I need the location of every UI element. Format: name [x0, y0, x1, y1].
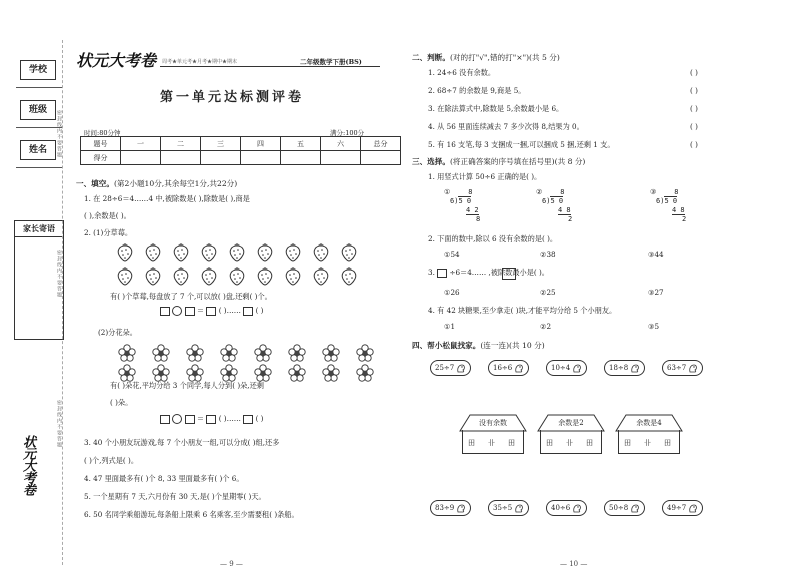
squirrel-icon — [512, 504, 524, 512]
q3-line-b: ( )个,列式是( )。 — [84, 456, 139, 465]
squirrel-expression[interactable] — [430, 360, 471, 376]
seal-text-3: 密封线内不要答题 — [56, 400, 62, 448]
score-cell: 总分 — [361, 137, 401, 151]
answer-box[interactable] — [206, 307, 216, 316]
window-icon: 田 — [546, 439, 553, 447]
section-4-note: (连一连)(共 10 分) — [480, 341, 545, 350]
remainder-box[interactable] — [502, 268, 516, 280]
choice-2-option[interactable]: ③44 — [648, 250, 664, 259]
squirrel-icon — [570, 364, 582, 372]
seal-text-1: 密封线内不要答题 — [56, 110, 62, 158]
flower-icon — [356, 364, 374, 382]
strawberry-icon — [116, 266, 134, 286]
flower-icon — [152, 344, 170, 362]
flower-icon — [186, 344, 204, 362]
strawberry-icon — [256, 242, 274, 262]
answer-box[interactable] — [206, 415, 216, 424]
choice-3-option[interactable]: ②25 — [540, 288, 556, 297]
strawberry-icon — [340, 242, 358, 262]
squirrel-expression[interactable] — [546, 360, 587, 376]
division-option-2[interactable]: ② 8 6)5 0 4 8 2 — [536, 188, 573, 223]
squirrel-expression[interactable] — [604, 500, 645, 516]
strawberry-icon — [228, 266, 246, 286]
score-cell: 六 — [321, 137, 361, 151]
squirrel-icon — [628, 504, 640, 512]
squirrel-expression[interactable] — [662, 500, 703, 516]
door-icon: 卝 — [566, 439, 573, 447]
strawberry-icon — [172, 242, 190, 262]
q2-text-a: 有( )个草莓,每盘放了 7 个,可以放( )盘,还剩( )个。 — [110, 292, 272, 301]
squirrel-icon — [686, 364, 698, 372]
door-icon: 卝 — [488, 439, 495, 447]
q2-text-c: ( )朵。 — [110, 398, 133, 407]
q2-text-b: 有( )朵花,平均分给 3 个同学,每人分到( )朵,还剩 — [110, 381, 264, 390]
flower-icon — [356, 344, 374, 362]
choice-3: 3. ÷6＝4…… ,被除数最小是( )。 — [428, 268, 549, 277]
flower-icon — [288, 364, 306, 382]
q1-line-b: ( ),余数是( )。 — [84, 211, 131, 220]
choice-4-option[interactable]: ②2 — [540, 322, 552, 331]
house-label: 余数是4 — [636, 419, 662, 427]
score-input-cell[interactable] — [361, 151, 401, 165]
page-number-right: — 10 — — [560, 560, 588, 568]
score-cell: 得分 — [81, 151, 121, 165]
exam-title: 第一单元达标测评卷 — [159, 90, 304, 105]
section-1-heading — [76, 178, 237, 189]
answer-box[interactable] — [185, 415, 195, 424]
squirrel-expression-text: 25÷7 — [435, 364, 455, 372]
squirrel-expression-text: 35÷5 — [493, 504, 513, 512]
choice-1: 1. 用竖式计算 50÷6 正确的是( )。 — [428, 172, 542, 181]
judge-blank[interactable]: ( ) — [690, 140, 698, 149]
score-input-cell[interactable] — [281, 151, 321, 165]
choice-4: 4. 有 42 块糖果,至少拿走( )块,才能平均分给 5 个小朋友。 — [428, 306, 617, 315]
section-3-heading — [412, 156, 585, 167]
strawberry-icon — [144, 242, 162, 262]
judge-1: 1. 24÷6 没有余数。 — [428, 68, 496, 77]
squirrel-expression[interactable] — [662, 360, 703, 376]
name-label: 姓名 — [20, 140, 56, 160]
choice-3-option[interactable]: ①26 — [444, 288, 460, 297]
score-cell: 题号 — [81, 137, 121, 151]
squirrel-expression-text: 49÷7 — [667, 504, 687, 512]
score-cell: 一 — [121, 137, 161, 151]
squirrel-expression[interactable] — [488, 360, 529, 376]
squirrel-expression[interactable] — [546, 500, 587, 516]
header-tags: 周考★单元考★月考★期中★期末 — [162, 59, 238, 65]
score-input-cell[interactable] — [121, 151, 161, 165]
flower-icon — [220, 344, 238, 362]
strawberry-icon — [228, 242, 246, 262]
squirrel-expression-text: 83÷9 — [435, 504, 455, 512]
strawberry-icon — [116, 242, 134, 262]
squirrel-expression-text: 40÷6 — [551, 504, 571, 512]
strawberry-icon — [312, 266, 330, 286]
squirrel-icon — [686, 504, 698, 512]
squirrel-expression[interactable] — [430, 500, 471, 516]
page-number-left: — 9 — — [220, 560, 243, 568]
header-subject: 二年级数学下册(BS) — [300, 58, 362, 66]
answer-circle[interactable] — [172, 414, 182, 424]
flower-icon — [254, 344, 272, 362]
judge-blank[interactable]: ( ) — [690, 68, 698, 77]
choice-3-text: ÷6＝4…… ,被除数最小是( )。 — [449, 268, 549, 277]
judge-3: 3. 在除法算式中,除数是 5,余数最小是 6。 — [428, 104, 564, 113]
school-line — [16, 87, 62, 88]
score-input-cell[interactable] — [161, 151, 201, 165]
section-3-note: (将正确答案的序号填在括号里)(共 8 分) — [449, 157, 586, 166]
q4-line: 4. 47 里面最多有( )个 8, 33 里面最多有( )个 6。 — [84, 474, 244, 483]
house-label: 余数是2 — [558, 419, 584, 427]
squirrel-expression-text: 16÷6 — [493, 364, 513, 372]
answer-circle[interactable] — [172, 306, 182, 316]
answer-box[interactable] — [243, 415, 253, 424]
choice-4-option[interactable]: ①1 — [444, 322, 456, 331]
squirrel-icon — [512, 364, 524, 372]
judge-5: 5. 有 16 支笔,每 3 支捆成一捆,可以捆成 5 捆,还剩 1 支。 — [428, 140, 615, 149]
score-input-cell[interactable] — [201, 151, 241, 165]
section-1-title: 一、填空。 — [76, 179, 114, 188]
score-table — [80, 136, 401, 165]
name-line — [16, 167, 62, 168]
header-logo: 状元大考卷 — [76, 51, 157, 70]
score-cell: 二 — [161, 137, 201, 151]
flower-icon — [254, 364, 272, 382]
section-2-note: (对的打"√",错的打"×")(共 5 分) — [449, 53, 560, 62]
q3-line-a: 3. 40 个小朋友玩游戏,每 7 个小朋友一组,可以分成( )组,还多 — [84, 438, 280, 447]
flower-icon — [186, 364, 204, 382]
division-option-1[interactable]: ① 8 6)5 0 4 2 8 — [444, 188, 481, 223]
squirrel-expression-text: 10÷4 — [551, 364, 571, 372]
window-icon: 田 — [664, 439, 671, 447]
squirrel-expression-text: 63÷7 — [667, 364, 687, 372]
judge-2: 2. 68÷7 的余数是 9,商是 5。 — [428, 86, 526, 95]
class-label: 班级 — [20, 100, 56, 120]
section-1-note: (第2小题10分,其余每空1分,共22分) — [113, 179, 238, 188]
strawberry-icon — [172, 266, 190, 286]
flower-icon — [322, 344, 340, 362]
window-icon: 田 — [508, 439, 515, 447]
strawberry-icon — [256, 266, 274, 286]
division-option-3[interactable]: ③ 8 6)5 0 4 8 2 — [650, 188, 687, 223]
strawberry-icon — [144, 266, 162, 286]
flower-icon — [118, 344, 136, 362]
answer-box[interactable] — [160, 415, 170, 424]
seal-text-2: 密封线内不要答题 — [56, 250, 62, 298]
choice-3-option[interactable]: ③27 — [648, 288, 664, 297]
strawberry-icon — [284, 242, 302, 262]
q5-line: 5. 一个星期有 7 天,六月份有 30 天,是( )个星期零( )天。 — [84, 492, 266, 501]
score-input-cell[interactable] — [321, 151, 361, 165]
judge-blank[interactable]: ( ) — [690, 122, 698, 131]
flower-icon — [220, 364, 238, 382]
window-icon: 田 — [624, 439, 631, 447]
score-table-header-row — [81, 137, 401, 151]
choice-2-option[interactable]: ②38 — [540, 250, 556, 259]
score-cell: 五 — [281, 137, 321, 151]
choice-2: 2. 下面的数中,除以 6 没有余数的是( )。 — [428, 234, 558, 243]
school-label: 学校 — [20, 60, 56, 80]
exam-full-score: 满分:100分 — [330, 129, 365, 137]
answer-box[interactable] — [437, 269, 447, 278]
flower-icon — [118, 364, 136, 382]
squirrel-icon — [628, 364, 640, 372]
q2-heading: 2. (1)分草莓。 — [84, 228, 133, 237]
flower-icon — [288, 344, 306, 362]
squirrel-expression[interactable] — [604, 360, 645, 376]
house[interactable] — [536, 414, 606, 456]
q2-expr-row-2: ＝ ( )…… ( ) — [160, 414, 263, 424]
section-3-title: 三、选择。 — [412, 157, 450, 166]
choice-2-option[interactable]: ①54 — [444, 250, 460, 259]
answer-box[interactable] — [185, 307, 195, 316]
squirrel-expression-text: 50÷8 — [609, 504, 629, 512]
squirrel-expression[interactable] — [488, 500, 529, 516]
score-table-score-row — [81, 151, 401, 165]
binding-strip — [6, 40, 64, 560]
score-cell: 四 — [241, 137, 281, 151]
house[interactable] — [458, 414, 528, 456]
squirrel-expression-text: 18÷8 — [609, 364, 629, 372]
parent-comment-label: 家长寄语 — [15, 221, 63, 237]
q2-expr-row-1: ＝ ( )…… ( ) — [160, 306, 263, 316]
q6-line: 6. 50 名同学乘船游玩,每条船上限乘 6 名乘客,至少需要租( )条船。 — [84, 510, 299, 519]
strawberry-icon — [312, 242, 330, 262]
flower-icon — [152, 364, 170, 382]
section-2-heading — [412, 52, 560, 63]
house-label: 没有余数 — [479, 419, 507, 427]
score-cell: 三 — [201, 137, 241, 151]
house[interactable] — [614, 414, 684, 456]
q2-sub-heading: (2)分花朵。 — [98, 328, 137, 337]
q1-line-a: 1. 在 28÷6＝4……4 中,被除数是( ),除数是( ),商是 — [84, 194, 250, 203]
section-2-title: 二、判断。 — [412, 53, 450, 62]
answer-box[interactable] — [243, 307, 253, 316]
strawberry-icon — [200, 266, 218, 286]
section-4-heading — [412, 340, 545, 351]
strawberry-icon — [340, 266, 358, 286]
judge-4: 4. 从 56 里面连续减去 7 多少次得 8,结果为 0。 — [428, 122, 584, 131]
door-icon: 卝 — [644, 439, 651, 447]
answer-box[interactable] — [160, 307, 170, 316]
window-icon: 田 — [586, 439, 593, 447]
strawberry-icon — [284, 266, 302, 286]
squirrel-icon — [454, 364, 466, 372]
seal-line — [62, 40, 63, 565]
choice-4-option[interactable]: ③5 — [648, 322, 660, 331]
score-input-cell[interactable] — [241, 151, 281, 165]
strip-logo: 状元大考卷 — [20, 435, 35, 495]
strawberry-icon — [200, 242, 218, 262]
judge-blank[interactable]: ( ) — [690, 104, 698, 113]
squirrel-icon — [570, 504, 582, 512]
exam-time: 时间:80分钟 — [84, 129, 121, 137]
section-4-title: 四、帮小松鼠找家。 — [412, 341, 481, 350]
squirrel-icon — [454, 504, 466, 512]
flower-icon — [322, 364, 340, 382]
window-icon: 田 — [468, 439, 475, 447]
header-rule — [160, 66, 380, 67]
judge-blank[interactable]: ( ) — [690, 86, 698, 95]
